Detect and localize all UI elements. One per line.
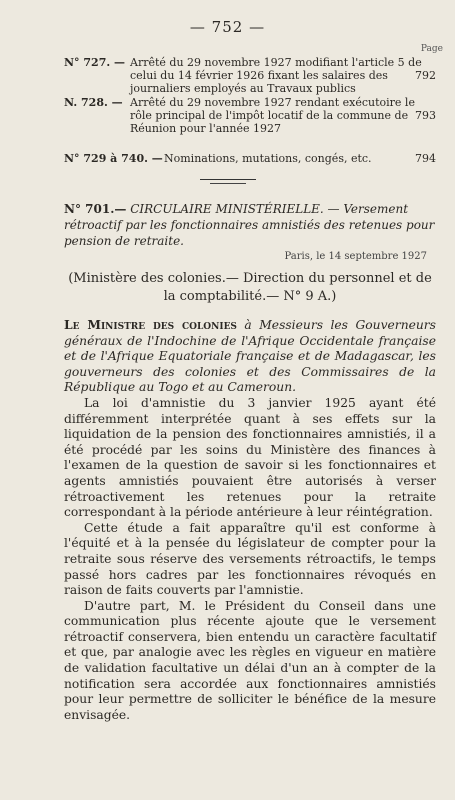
body-paragraph: D'autre part, M. le Président du Conseil dans une communication plus récente ajoute que le versement rétroactif conservera, bien entendu un caractère facultatif et que, par analogie avec les règles en vigueur en matière de validation facultative un délai d'un an à compter de la notification sera accordée aux fonctionnaires amnistiés pour leur permettre de solliciter le bénéfice de la mesure envisagée. bbox=[64, 598, 436, 722]
section-divider bbox=[210, 183, 246, 184]
address-paragraph bbox=[64, 317, 436, 396]
address-lead: Le Ministre des colonies bbox=[64, 317, 237, 332]
page-column-label: Page bbox=[420, 44, 443, 54]
circular-number: N° 701.— bbox=[64, 202, 127, 216]
ministry-reference: (Ministère des colonies.— Direction du personnel et de la comptabilité.— N° 9 A.) bbox=[68, 271, 432, 304]
toc-entry-page: 794 bbox=[415, 152, 436, 165]
body-paragraph: La loi d'amnistie du 3 janvier 1925 ayant été différemment interprétée quant à ses effets sur la liquidation de la pension des fonctionnaires amnistiés, il a été procédé par les soins du Ministère des finances à l'examen de la question de savoir si les fonctionnaires et agents amnistiés pouvaient être autorisés à verser rétroactivement les retenues pour la retraite correspondant à la période antérieure à leur réintégration. bbox=[64, 395, 436, 520]
toc-entry-text: Arrêté du 29 novembre 1927 rendant exécutoire le rôle principal de l'impôt locatif de la commune de Réunion pour l'année 1927 bbox=[130, 96, 415, 135]
toc-entry-number: N° 729 à 740. — bbox=[64, 152, 163, 165]
toc-entry bbox=[64, 56, 436, 95]
circular-title: CIRCULAIRE MINISTÉRIELLE. — Versement rétroactif par les fonctionnaires amnistiés des retenues pour pension de retraite. bbox=[64, 202, 435, 248]
toc-entry-text: Arrêté du 29 novembre 1927 modifiant l'article 5 de celui du 14 février 1926 fixant les salaires des journaliers employés au Travaux publics bbox=[130, 56, 422, 95]
toc-entry bbox=[64, 152, 436, 165]
circular-heading bbox=[64, 201, 436, 249]
toc-entry-page: 792 bbox=[415, 69, 436, 82]
circular-body bbox=[64, 317, 436, 723]
toc-entry-number: N. 728. — bbox=[64, 96, 123, 109]
toc-entry-number: N° 727. — bbox=[64, 56, 126, 69]
body-paragraph: Cette étude a fait apparaître qu'il est conforme à l'équité et à la pensée du législateur de compter pour la retraite sous réserve des versements rétroactifs, le temps passé hors cadres par les fonctionnaires révoqués en raison de faits couverts par l'amnistie. bbox=[64, 520, 436, 598]
toc-entry bbox=[64, 96, 436, 135]
toc-entry-page: 793 bbox=[415, 109, 436, 122]
page-number: — 752 — bbox=[189, 18, 266, 36]
address-recipients: à Messieurs les Gouverneurs généraux de l'Indochine de l'Afrique Occidentale française et de l'Afrique Equatoriale française et de Madagascar, les gouverneurs des colonies et des Commissaires de la République au Togo et au Cameroun. bbox=[64, 318, 436, 395]
toc-entry-text: Nominations, mutations, congés, etc. bbox=[164, 152, 372, 165]
dateline: Paris, le 14 septembre 1927 bbox=[284, 251, 427, 262]
section-divider bbox=[200, 179, 256, 180]
